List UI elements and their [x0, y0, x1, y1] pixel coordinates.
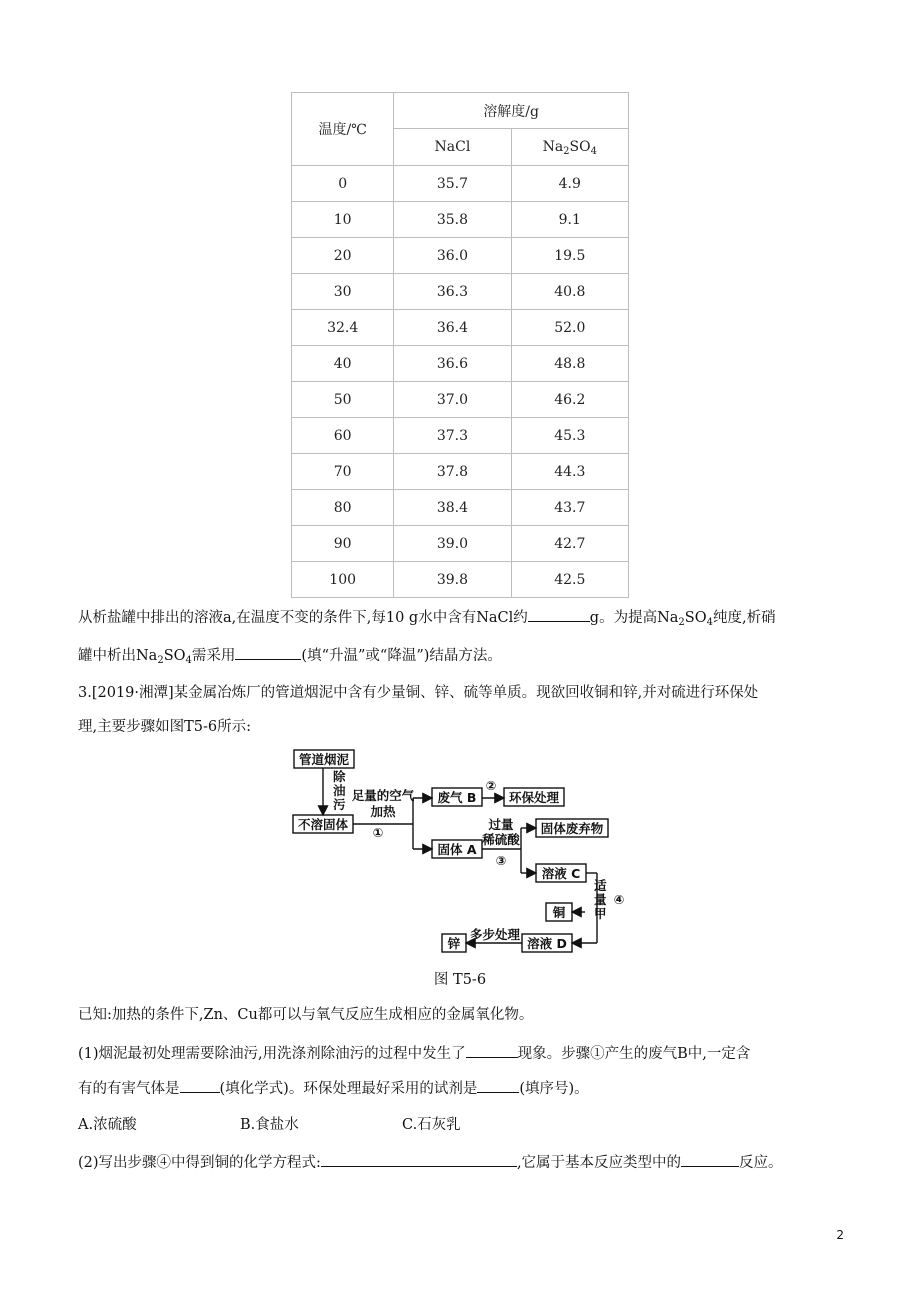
table-row [292, 238, 629, 274]
table-cell-t: 10 [292, 202, 394, 238]
table-row [292, 310, 629, 346]
table-cell-t: 100 [292, 562, 394, 598]
label-proper-3: 甲 [594, 906, 607, 921]
step-3: ③ [495, 853, 507, 868]
paragraph-solution-a: 从析盐罐中排出的溶液a,在温度不变的条件下,每10 g水中含有NaCl约 g。为提高$Na_2SO_4$纯度,析硝 [78, 607, 858, 628]
options-row [78, 1115, 858, 1135]
table-cell-t: 50 [292, 382, 394, 418]
step-1: ① [372, 825, 384, 840]
table-cell-nacl: 37.0 [394, 382, 511, 418]
answer-blank [235, 645, 301, 660]
table-cell-t: 20 [292, 238, 394, 274]
table-cell-na2so4: 42.7 [511, 526, 628, 562]
table-cell-nacl: 36.4 [394, 310, 511, 346]
na2so4-header: $Na_2SO_4$ [511, 129, 628, 166]
box-gas-b: 废气 B [437, 790, 477, 805]
sub-question-1-line2: 有的有害气体是 (填化学式)。环保处理最好采用的试剂是 (填序号)。 [78, 1078, 858, 1099]
table-cell-na2so4: 19.5 [511, 238, 628, 274]
box-env: 环保处理 [508, 790, 560, 805]
answer-blank [466, 1043, 518, 1058]
label-proper-1: 适 [594, 878, 607, 893]
label-excess: 过量 [488, 817, 514, 832]
answer-blank [477, 1078, 519, 1093]
table-cell-na2so4: 43.7 [511, 490, 628, 526]
solubility-header: 溶解度/g [394, 93, 629, 129]
question-3-line2: 理,主要步骤如图T5-6所示: [78, 719, 252, 735]
table-cell-t: 40 [292, 346, 394, 382]
table-cell-na2so4: 42.5 [511, 562, 628, 598]
table-cell-nacl: 38.4 [394, 490, 511, 526]
table-row [292, 166, 629, 202]
label-air: 足量的空气 [351, 788, 415, 803]
step-degrease-3: 污 [333, 797, 346, 812]
box-zinc: 锌 [447, 936, 461, 951]
box-sol-d: 溶液 D [527, 936, 567, 951]
table-cell-t: 32.4 [292, 310, 394, 346]
answer-blank [321, 1152, 517, 1167]
answer-blank [681, 1152, 739, 1167]
table-cell-t: 0 [292, 166, 394, 202]
paragraph-crystallization: 罐中析出$Na_2SO_4$需采用 (填“升温”或“降温”)结晶方法。 [78, 645, 858, 666]
table-cell-na2so4: 46.2 [511, 382, 628, 418]
option-a: A.浓硫酸 [78, 1117, 137, 1133]
sub-question-2: (2)写出步骤④中得到铜的化学方程式: ,它属于基本反应类型中的 反应。 [78, 1152, 858, 1173]
table-row [292, 526, 629, 562]
table-row [292, 454, 629, 490]
table-row [292, 274, 629, 310]
page-number: 2 [836, 1228, 844, 1242]
table-cell-na2so4: 9.1 [511, 202, 628, 238]
table-cell-t: 70 [292, 454, 394, 490]
table-cell-na2so4: 40.8 [511, 274, 628, 310]
option-c: C.石灰乳 [402, 1117, 461, 1133]
table-body [292, 166, 629, 598]
table-cell-nacl: 37.8 [394, 454, 511, 490]
temp-header: 温度/℃ [292, 93, 394, 166]
table-cell-t: 80 [292, 490, 394, 526]
box-start: 管道烟泥 [298, 752, 350, 767]
table-cell-t: 90 [292, 526, 394, 562]
label-heat: 加热 [370, 804, 396, 819]
answer-blank [528, 607, 590, 622]
step-degrease-2: 油 [333, 783, 346, 798]
box-insoluble: 不溶固体 [297, 817, 349, 832]
table-cell-nacl: 36.0 [394, 238, 511, 274]
table-cell-nacl: 35.8 [394, 202, 511, 238]
table-row [292, 346, 629, 382]
step-4: ④ [613, 892, 625, 907]
table-cell-nacl: 37.3 [394, 418, 511, 454]
table-cell-nacl: 35.7 [394, 166, 511, 202]
figure-caption: 图 T5-6 [433, 972, 487, 988]
table-cell-na2so4: 4.9 [511, 166, 628, 202]
table-cell-na2so4: 48.8 [511, 346, 628, 382]
table-cell-nacl: 36.3 [394, 274, 511, 310]
table-cell-nacl: 39.0 [394, 526, 511, 562]
answer-blank [180, 1078, 220, 1093]
solubility-table [291, 92, 629, 598]
question-3-line1: 3.[2019·湘潭]某金属冶炼厂的管道烟泥中含有少量铜、锌、硫等单质。现欲回收铜和锌,并对硫进行环保处 [78, 685, 759, 701]
label-multistep: 多步处理 [469, 927, 521, 942]
table-cell-t: 60 [292, 418, 394, 454]
table-row [292, 562, 629, 598]
box-waste: 固体废弃物 [540, 821, 604, 836]
label-proper-2: 量 [594, 892, 607, 907]
table-row [292, 202, 629, 238]
table-cell-nacl: 36.6 [394, 346, 511, 382]
table-cell-nacl: 39.8 [394, 562, 511, 598]
box-solid-a: 固体 A [437, 842, 477, 857]
known-info: 已知:加热的条件下,Zn、Cu都可以与氧气反应生成相应的金属氧化物。 [78, 1007, 534, 1023]
process-flow-diagram [285, 742, 645, 964]
sub-question-1-line1: (1)烟泥最初处理需要除油污,用洗涤剂除油污的过程中发生了 现象。步骤①产生的废气B中,一定含 [78, 1043, 858, 1064]
table-row [292, 490, 629, 526]
box-sol-c: 溶液 C [541, 866, 581, 881]
nacl-header: NaCl [394, 129, 511, 166]
step-degrease-1: 除 [333, 769, 346, 784]
table-row [292, 382, 629, 418]
option-b: B.食盐水 [240, 1117, 299, 1133]
box-copper: 铜 [552, 905, 566, 920]
table-cell-na2so4: 44.3 [511, 454, 628, 490]
table-cell-t: 30 [292, 274, 394, 310]
label-acid: 稀硫酸 [482, 832, 520, 847]
step-2: ② [485, 778, 497, 793]
table-row [292, 418, 629, 454]
table-cell-na2so4: 52.0 [511, 310, 628, 346]
table-cell-na2so4: 45.3 [511, 418, 628, 454]
